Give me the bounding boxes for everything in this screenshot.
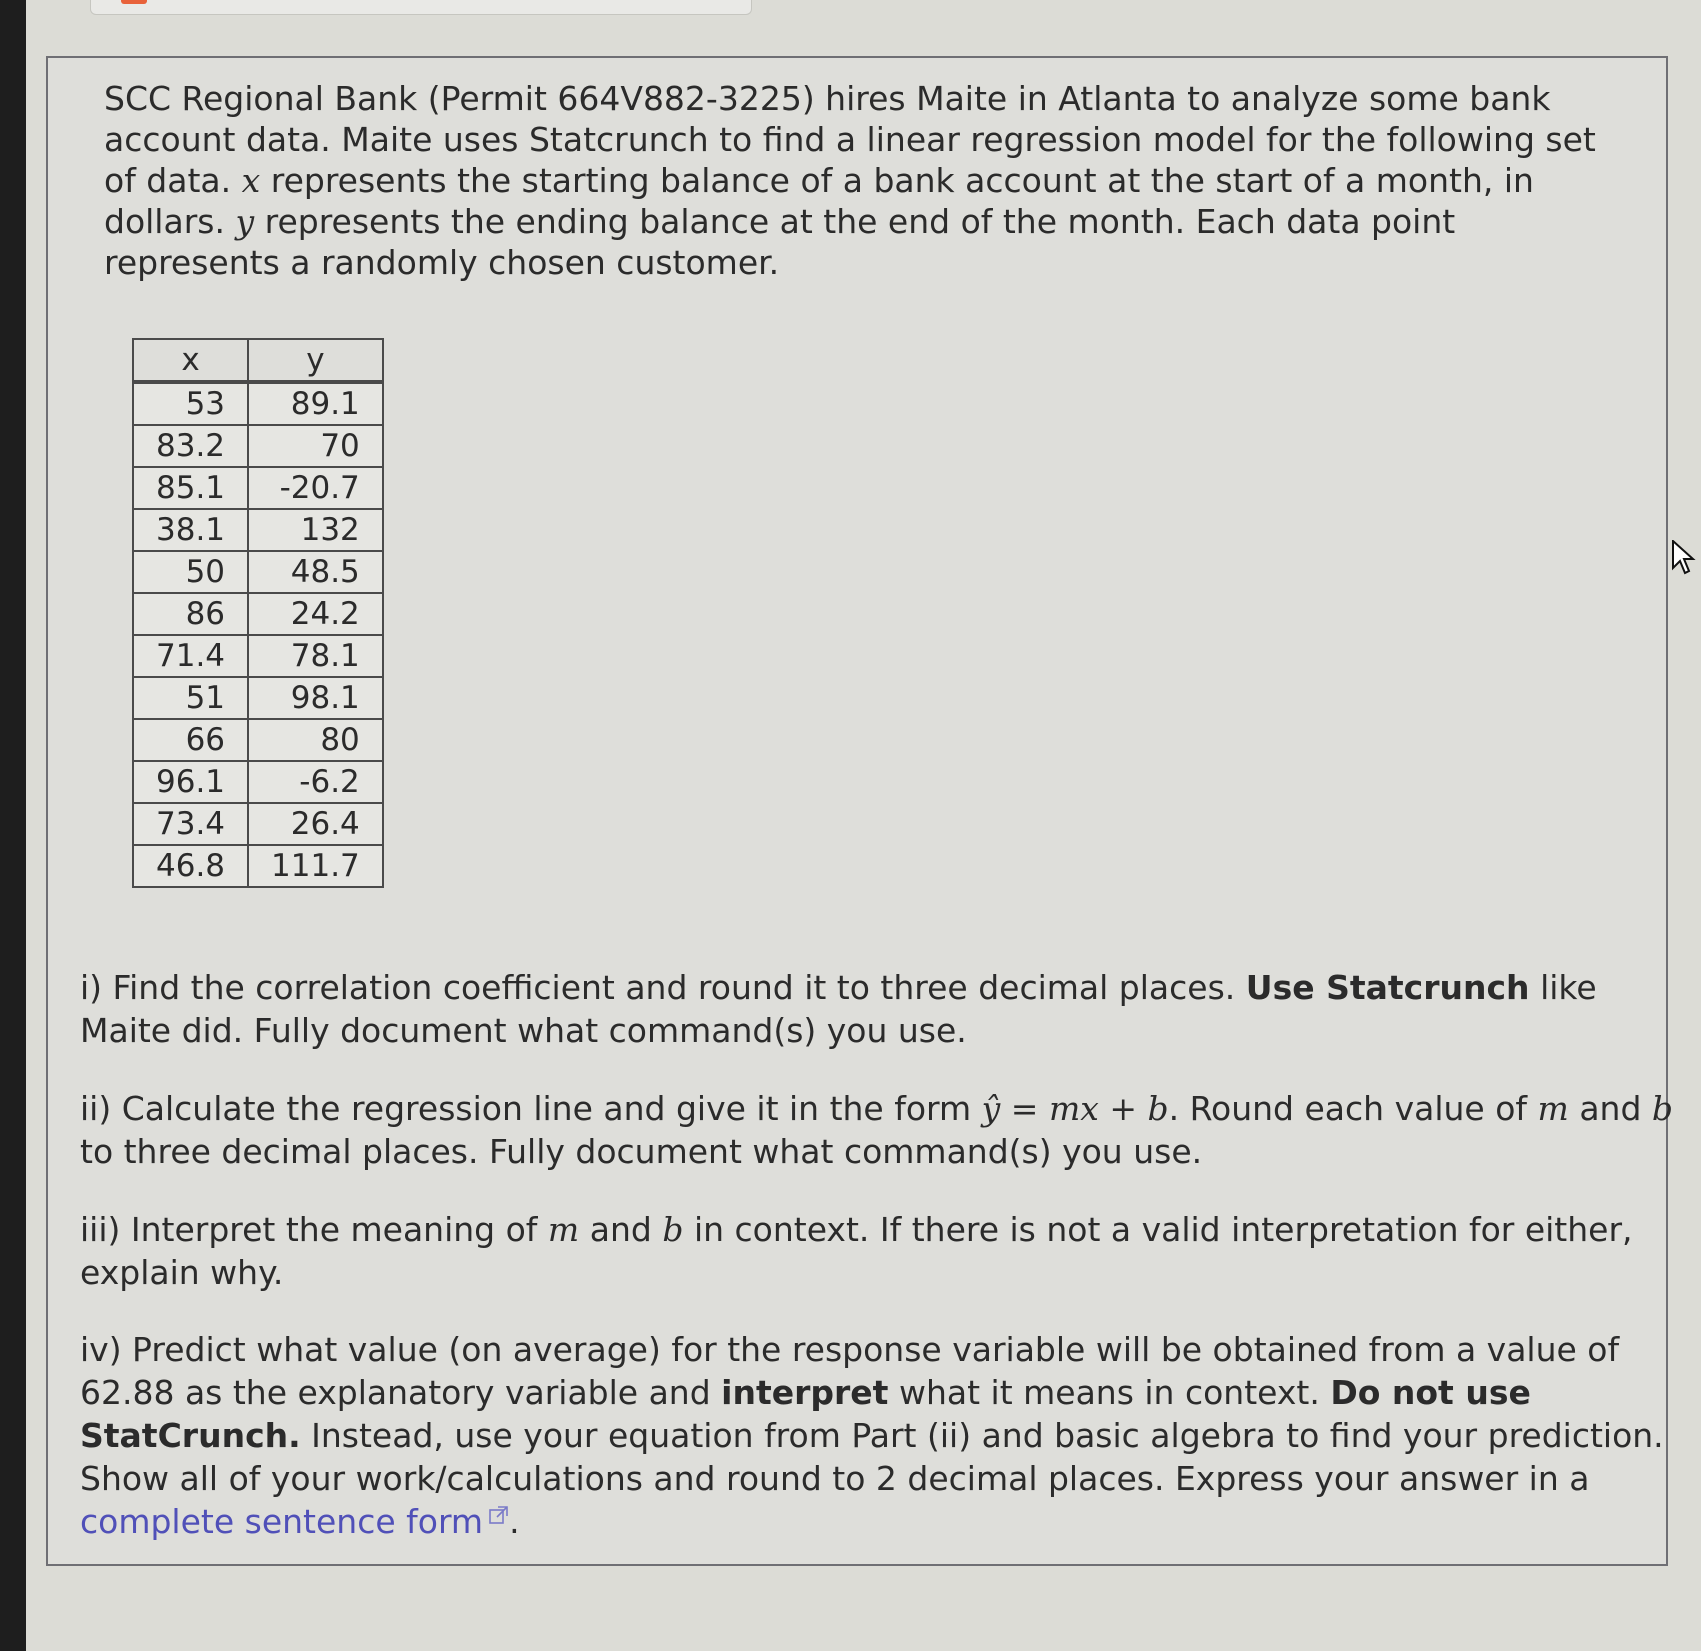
q4-end: . [509, 1502, 520, 1541]
toolbar-accent [121, 0, 147, 4]
q4-text-c: Instead, use your equation from Part (ii) and basic algebra to find your prediction. Show all of your work/calculations and round to 2 decimal places. Express your answer in a [80, 1416, 1664, 1498]
y-variable: y [235, 202, 255, 241]
q3-text: iii) Interpret the meaning of [80, 1210, 538, 1249]
cell-y: 111.7 [248, 845, 383, 887]
cell-y: 26.4 [248, 803, 383, 845]
q4-bold-a: interpret [721, 1373, 889, 1412]
cell-y: -20.7 [248, 467, 383, 509]
cell-y: 132 [248, 509, 383, 551]
screen-bezel [0, 0, 26, 1651]
cell-y: -6.2 [248, 761, 383, 803]
table-header-row [133, 339, 383, 382]
table-row [133, 677, 383, 719]
x-description: represents the starting balance of a bank account at the start of a month, in dollars. [104, 161, 1534, 241]
table-row [133, 845, 383, 887]
table-row [133, 803, 383, 845]
y-description: represents the ending balance at the end of the month. Each data point represents a randomly chosen customer. [104, 202, 1456, 282]
cell-x: 71.4 [133, 635, 248, 677]
question-2 [80, 1087, 1680, 1173]
q4-text-a: iv) Predict what value (on average) for the response variable will be obtained from a value of 62.88 as the explanatory variable and [80, 1330, 1620, 1412]
question-1 [80, 966, 1680, 1052]
cell-x: 53 [133, 382, 248, 425]
cell-y: 89.1 [248, 382, 383, 425]
cell-y: 98.1 [248, 677, 383, 719]
q1-bold: Use Statcrunch [1245, 968, 1530, 1007]
cell-x: 46.8 [133, 845, 248, 887]
question-panel [46, 56, 1674, 1566]
table-row [133, 509, 383, 551]
table-row [133, 635, 383, 677]
question-3 [80, 1208, 1680, 1294]
q4-bold-b: Do not use StatCrunch. [80, 1373, 1531, 1455]
cell-x: 51 [133, 677, 248, 719]
cell-x: 38.1 [133, 509, 248, 551]
table-row [133, 761, 383, 803]
q2-formula: ŷ = mx + b [981, 1089, 1169, 1128]
q2-rest-b: to three decimal places. Fully document what command(s) you use. [80, 1132, 1203, 1171]
cell-x: 73.4 [133, 803, 248, 845]
cell-y: 48.5 [248, 551, 383, 593]
mouse-cursor-icon [1672, 540, 1696, 580]
table-header-y: y [248, 339, 383, 382]
question-intro [104, 78, 1624, 283]
question-4 [80, 1328, 1680, 1543]
q3-m: m [547, 1210, 580, 1249]
q2-text: ii) Calculate the regression line and give it in the form [80, 1089, 972, 1128]
cell-y: 24.2 [248, 593, 383, 635]
top-toolbar-strip [90, 0, 752, 15]
cell-x: 86 [133, 593, 248, 635]
q3-and: and [589, 1210, 652, 1249]
q2-b: b [1651, 1089, 1674, 1128]
cell-y: 80 [248, 719, 383, 761]
table-row [133, 425, 383, 467]
table-header-x: x [133, 339, 248, 382]
q3-rest: in context. If there is not a valid interpretation for either, explain why. [80, 1210, 1633, 1292]
table-row [133, 382, 383, 425]
table-row [133, 467, 383, 509]
cell-y: 70 [248, 425, 383, 467]
data-table [132, 338, 384, 888]
q3-b: b [662, 1210, 684, 1249]
external-link-icon[interactable] [489, 1505, 509, 1525]
x-variable: x [241, 161, 261, 200]
q2-and: and [1579, 1089, 1642, 1128]
q2-m: m [1537, 1089, 1569, 1128]
cell-x: 66 [133, 719, 248, 761]
q4-text-b: what it means in context. [898, 1373, 1320, 1412]
cell-x: 83.2 [133, 425, 248, 467]
cell-y: 78.1 [248, 635, 383, 677]
cell-x: 96.1 [133, 761, 248, 803]
table-row [133, 593, 383, 635]
q1-text: i) Find the correlation coefficient and round it to three decimal places. [80, 968, 1236, 1007]
q1-rest: like Maite did. Fully document what command(s) you use. [80, 968, 1597, 1050]
table-row [133, 719, 383, 761]
cell-x: 85.1 [133, 467, 248, 509]
intro-line1: SCC Regional Bank (Permit 664V882-3225) hires Maite in Atlanta to analyze some bank account data. Maite uses Statcrunch to find a linear regression model for the following set of data. [104, 79, 1596, 200]
table-row [133, 551, 383, 593]
q2-rest-a: . Round each value of [1168, 1089, 1528, 1128]
complete-sentence-form-link[interactable]: complete sentence form [80, 1502, 484, 1541]
cell-x: 50 [133, 551, 248, 593]
